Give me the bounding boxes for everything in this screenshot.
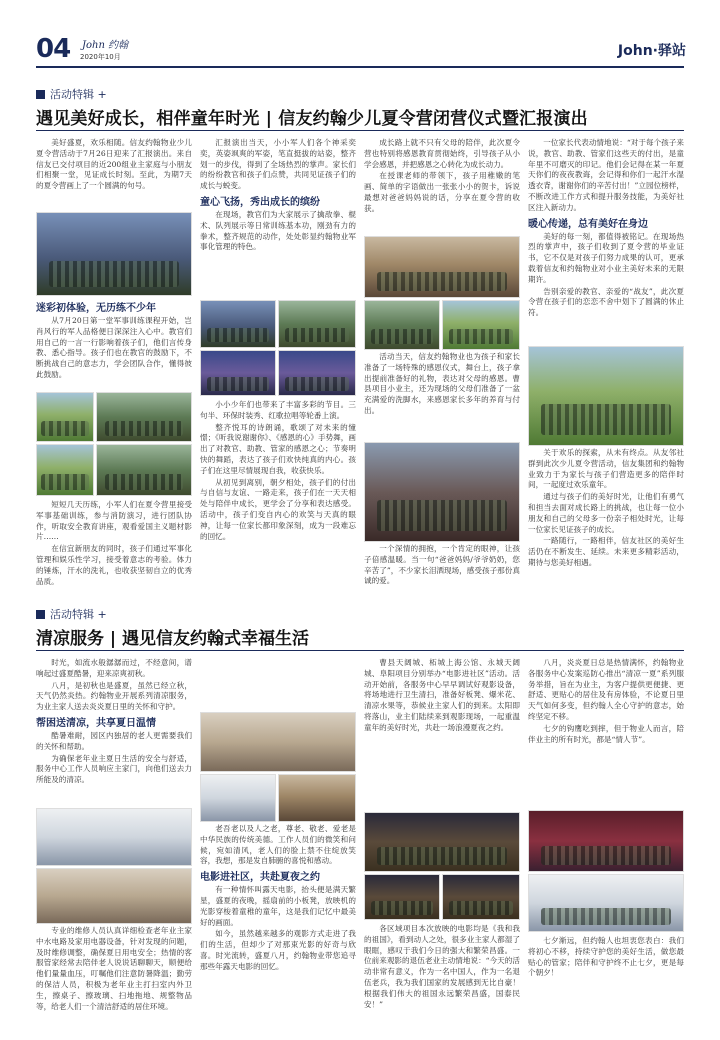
article1-col3-bottom	[364, 544, 520, 610]
article1-sub1: 迷彩初体验，无历练不少年	[36, 303, 156, 314]
article2-p4: 为确保老年业主夏日生活的安全与舒适，服务中心工作人员响应主家门，向他们送去力所能及的清凉。	[36, 753, 192, 785]
article1-p8: 从初见到离别，朝夕相处，孩子们的付出与自信与友谊、一路走来，孩子们在一天天相处与陪伴中成长，更学会了分享和表达感受。活动中，孩子们变自内心的欢笑与天真的眼神，让每一位家长都印象深刻，成为一段难忘的回忆。	[200, 477, 356, 541]
photo-performance-2	[278, 350, 356, 396]
article1-col2-bottom	[200, 400, 356, 610]
photo-greeting-cards	[364, 236, 520, 298]
article1-p13: 一位家长代表动情地说：“对于每个孩子来说，教官、助教、管家们这些天的付出，是童年里不可磨灭的印记。他们会记得在某一年夏天你们的夜夜教诲，会记得和你们一起汗水湿透衣背，谢谢你们的辛苦付出！”立园位榜样，不断改进工作方式和提升服务技能，为美好社区注入新动力。	[528, 138, 684, 212]
article1-p7: 整齐悦耳的诗朗诵，歌颂了对未来的憧憬；《听我说谢谢你》、《感恩的心》手势舞，画出了对教官、助教、管家的感恩之心；节奏明快的舞蹈，表达了孩子们欢快纯真的内心。孩子们在这里尽情展现自我，收获快乐。	[200, 422, 356, 475]
photo-ceremony-stage	[36, 212, 192, 296]
article1-col4-top	[528, 138, 684, 344]
article1-p9: 成长路上就不只有父母的陪伴，此次夏令营也特别将感恩教育贯彻始终，引导孩子从小学会感恩，并把感恩之心转化为成长动力。	[364, 138, 520, 169]
article2-p7: 有一种情怀叫露天电影，抬头便是满天繁星，盛夏的夜晚，摇扇前的小板凳，放映机的光影穿梭着童稚的童年，这是我们记忆中最美好的画面。	[200, 885, 356, 927]
photo-training-3	[36, 444, 94, 496]
article2-col1-top	[36, 658, 192, 804]
article1-col1-top	[36, 138, 192, 210]
photo-foot-washing	[364, 442, 520, 542]
article2-p12: 七夕的钩鹰吃到摔，但于物业人而言，陪伴业主的所有时光，都是“情人节”。	[528, 723, 684, 744]
section-name: John·驿站	[617, 43, 686, 59]
photo-repair-electric	[36, 808, 192, 866]
article1-col2-top	[200, 138, 356, 298]
brand-logo: John 约翰	[82, 40, 129, 51]
article2-p8: 如今，虽然越来越多的观影方式走进了我们的生活，但却少了对那束光影的好奇与欣喜。时光流转，盛夏八月，约翰物业带您追寻那些年露天电影的回忆。	[200, 929, 356, 971]
article1-tag	[36, 86, 107, 102]
article2-p10: 各区域项目本次放映的电影均是《我和我的祖国》，看到动人之处，很多业主家人都湿了眼眶，感叹于我们今日的强大和繁荣昌盛。一位前来观影的退伍老业主动情地说：“今天的活动非常有意义，作为一名中国人，作为一名退伍老兵，我为我们国家的发展感到无比自豪！根据我们伟大的祖国永远繁荣昌盛，国泰民安！”	[364, 924, 520, 1009]
article1-p15: 告别亲爱的教官、亲爱的“战友”，此次夏令营在孩子们的恋恋不舍中划下了圆满的休止符。	[528, 286, 684, 318]
article1-p16: 关于欢乐的探索，从未有终点。从友邻社群到此次少儿夏令营活动，信友集团和约翰物业致力于为家长与孩子们营造更多的陪伴时间，一起度过欢乐童年。	[528, 448, 684, 490]
article1-p1: 从7月20日第一堂军事训练课程开始，岂肖风行的军人品格便日深深注入心中。教官们用自己的一言一行影响着孩子们，他们言传身教、悉心指导。孩子们也在教官的鼓励下，不断挑战自己的意志力，学会团队合作，懂得彼此鼓励。	[36, 316, 192, 379]
article1-p14: 美好的每一刻，都值得被铭记。在现场热烈的掌声中，孩子们收到了夏令营的毕业证书，它不仅是对孩子们努力成果的认可，更承载着信友和约翰物业对小业主美好未来的无限期许。	[528, 231, 684, 284]
article1-col3-top	[364, 138, 520, 234]
article1-p11: 活动当天，信友约翰物业也为孩子和家长准备了一场特殊的感恩仪式，舞台上，孩子拿出提前准备好的礼物，表达对父母的感恩。曹县项目小业主，还为现场的父母们准备了一盆充满爱的洗脚水，来感恩家长多年的养育与付出。	[364, 352, 520, 415]
photo-performance-1	[200, 350, 276, 396]
article2-headline: 清凉服务 | 遇见信友约翰式幸福生活	[36, 629, 310, 649]
photo-outdoor-movie-2	[364, 874, 440, 920]
article1-p10: 在授课老师的带领下，孩子用稚嫩的笔画、简单的字语做出一张张小小的贺卡，诉说最想对爸爸妈妈说的话，分享在夏令营的收获。	[364, 171, 520, 213]
square-icon	[36, 90, 45, 99]
article2-col2	[200, 824, 356, 1022]
photo-kids-2	[442, 300, 520, 350]
article2-p5: 专业的维修人员认真详细检查老年业主家中水电路及家用电器设备，针对发现的问题，及时维修调整，确保夏日用电安全；热情的客服管家经常去陪伴老人说说话聊聊天，顺便给他们量量血压，叮嘱他们注意防暑降温；勤劳的保洁人员，积极为老年业主打扫室内外卫生，擦桌子、擦玻璃、扫地拖地、规整物品等，给老人们一个清洁舒适的居住环境。	[36, 926, 192, 1011]
article2-sub2: 电影进社区，共赴夏夜之约	[200, 872, 320, 884]
photo-elder-visit-3	[278, 774, 356, 822]
photo-outdoor-movie-1	[364, 812, 520, 872]
article1-rule	[36, 130, 684, 131]
article1-col4-bottom	[528, 448, 684, 610]
article1-sub2: 童心飞扬，秀出成长的缤纷	[200, 196, 320, 208]
article2-p3: 酷暑难耐，园区内独居的老人更需要我们的关怀和帮助。	[36, 730, 192, 751]
article1-p2: 短短几天历练，小军人们在夏令营里接受军事基础训练，参与消防演习，进行团队协作，听取安全教育讲座，观看爱国主义题材影片……	[36, 500, 192, 542]
issue-date: 2020年10月	[80, 53, 121, 61]
article1-intro: 美好盛夏，欢乐相随。信友约翰物业少儿夏令营活动于7月26日迎来了汇报演出。来自信友已交付项目的近200组业主家庭与小朋友们相聚一堂，见证成长时刻。至此，为期7天的夏令营画上了一个圆满的句号。	[36, 138, 192, 191]
square-icon	[36, 610, 45, 619]
article2-col3-top	[364, 658, 520, 808]
article1-tag-label: 活动特辑 +	[50, 88, 107, 101]
photo-elder-visit-1	[200, 712, 356, 772]
article2-sub1: 帮困送清凉，共享夏日温情	[36, 717, 156, 729]
article2-p11: 八月，炎炎夏日总是热情满怀，约翰物业各服务中心发案巡防心推出“清凉一夏”系列服务举措，旨在为业主，为客户提供更便捷、更舒适、更贴心的居住及有房体验，不论夏日里天气如何多变，但约翰人全心守护的意志，始终坚定不移。	[528, 658, 684, 721]
photo-elder-visit-2	[200, 774, 276, 822]
photo-training-4	[96, 444, 192, 496]
article2-col4-bottom	[528, 936, 684, 1022]
photo-drill-2	[278, 300, 356, 348]
article2-p6: 老吾老以及人之老，尊老、敬老、爱老是中华民族的传统美德。工作人员们的微笑和问候，宛如清风，老人们的脸上禁不住绽放笑容，我想，那是发自肺腑的喜悦和感动。	[200, 824, 356, 866]
article1-p12: 一个深情的拥抱，一个肯定的眼神，让孩子倍感温暖。当一句“爸爸妈妈/爷爷奶奶，您辛苦了”，不少家长泪洒现场，感受孩子那份真诚的爱。	[364, 544, 520, 586]
article1-sub3: 暖心传递，总有美好在身边	[528, 218, 648, 230]
photo-kids-1	[364, 300, 440, 350]
photo-repair-home	[36, 868, 192, 924]
page-number: 04	[36, 34, 71, 64]
article1-col1-mid	[36, 298, 192, 392]
page-header	[36, 34, 692, 64]
article1-p6: 小小少年们也带来了丰富多彩的节目。三句半、环保时装秀、红歌拉唱等轮番上演。	[200, 400, 356, 420]
photo-training-2	[96, 392, 192, 442]
article2-col3-bottom	[364, 924, 520, 1022]
article2-tag-label: 活动特辑 +	[50, 608, 107, 621]
article2-p9: 曹县天阔城、柘城上海公馆、永城天阔城、阜阳项目分别举办“电影进社区”活动。活动开始前，各服务中心早早调试好观影设备，将场地进行卫生清扫，准备好板凳、爆米花、清凉水果等，恭候业主家人们的到来。太阳即将落山，业主们陆续来到观影现场，一起重温童年的美好时光，共赴一场浪漫夏夜之约。	[364, 658, 520, 732]
photo-qixi-event-2	[528, 874, 684, 932]
header-rule	[36, 66, 684, 68]
article2-tag	[36, 606, 107, 622]
article2-p2: 八月，是初秋也是盛夏，虽然已经立秋，天气仍然炎热。约翰物业开展系列清凉服务，为业主家人送去炎炎夏日里的关怀和守护。	[36, 680, 192, 712]
article1-p3: 在信宜新朋友的同时，孩子们通过军事化管理和娱乐性学习，接受着意志的考验。体力的锤炼，汗水的洗礼，也收获坚韧自立的优秀品质。	[36, 544, 192, 586]
photo-outdoor-group	[528, 346, 684, 446]
article2-col4-top	[528, 658, 684, 808]
article1-p4: 汇报演出当天，小小军人们各个神采奕奕，英姿飒爽的军姿，笔直挺拔的站姿，整齐划一的步伐，得到了全场热烈的掌声。家长们的纷纷教官和孩子们点赞，共同见证孩子们的成长与蜕变。	[200, 138, 356, 191]
article1-col3-mid	[364, 352, 520, 442]
photo-drill-1	[200, 300, 276, 348]
article1-p5: 在现场，教官们为大家展示了擒敌拳、棍术、队列展示等日常训练基本功，刚劲有力的拳术，整齐规范的动作，处处彰显约翰物业军事化管理的特色。	[200, 209, 356, 252]
photo-outdoor-movie-3	[442, 874, 520, 920]
article1-col1-bottom	[36, 500, 192, 610]
article2-rule	[36, 650, 684, 651]
article2-p1: 时光，如流水般潺潺而过，不经意间，谱响起过盛夏酷暑，迎来凉爽初秋。	[36, 658, 192, 678]
photo-qixi-event-1	[528, 810, 684, 872]
article1-p18: 一路随行，一路相伴，信友社区的美好生活仍在不断发生、延续。未来更多精彩活动，期待与您美好相遇。	[528, 536, 684, 567]
article2-p13: 七夕渐远，但约翰人也坦衷您表白：我们将初心不移，持续守护您的美好生活，做您最贴心的管家；陪伴和守护终不止七夕，更是每个朝夕！	[528, 936, 684, 978]
article1-headline: 遇见美好成长，相伴童年时光 | 信友约翰少儿夏令营闭营仪式暨汇报演出	[36, 109, 588, 129]
article2-col1-bottom	[36, 926, 192, 1022]
article1-p17: 通过与孩子们的美好时光，让他们有勇气和担当去面对成长路上的挑战，也让每一位小朋友和自己的父母多一份亲子相处时光，让每一位家长见证孩子的成长。	[528, 492, 684, 534]
photo-training-1	[36, 392, 94, 442]
